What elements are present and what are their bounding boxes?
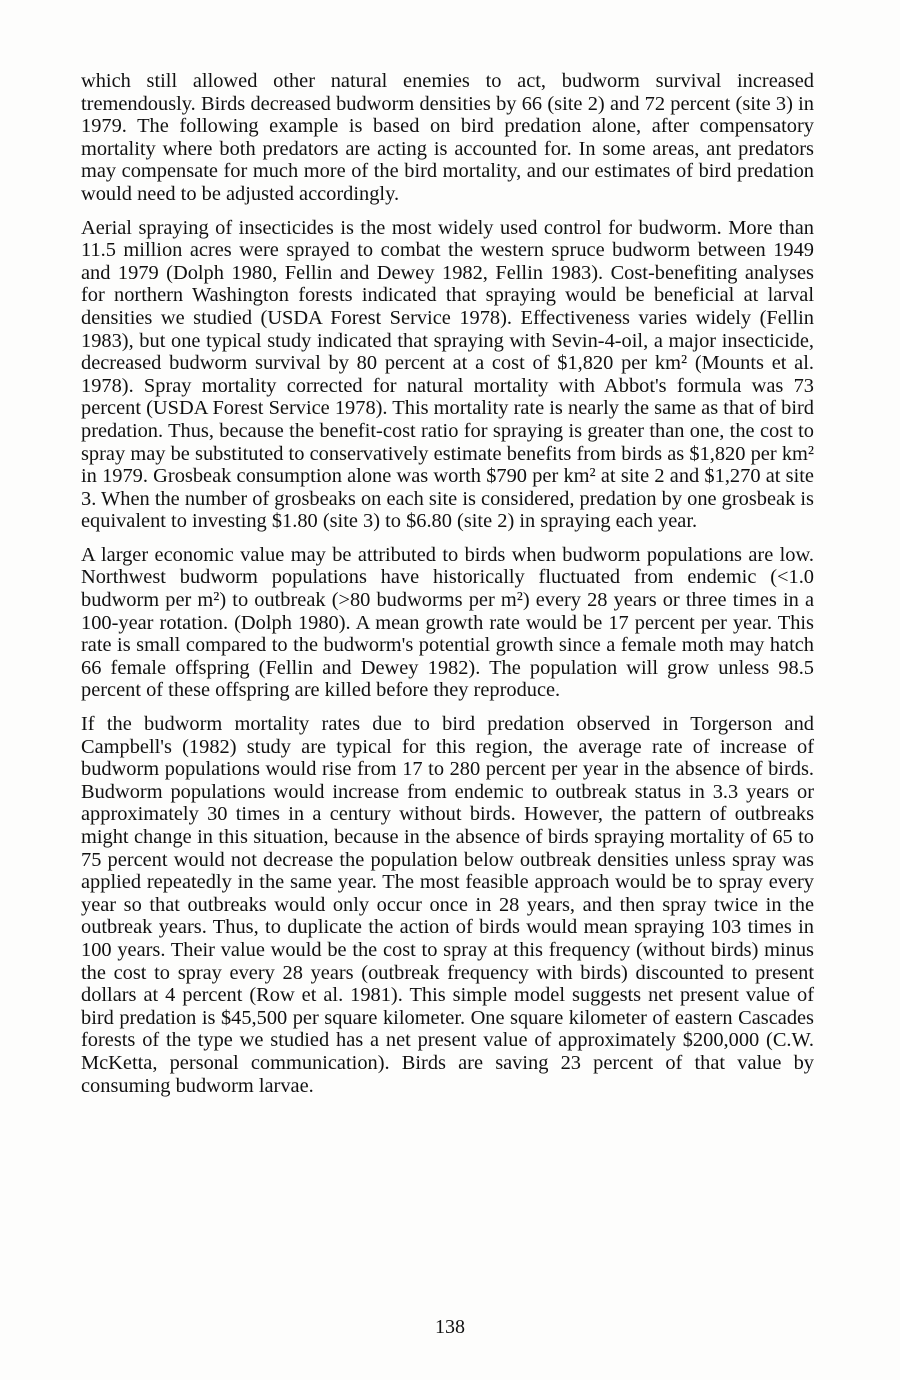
paragraph-aerial-spraying: Aerial spraying of insecticides is the most widely used control for budworm. More than 11.5 million acres were sprayed to combat the western spruce budworm between 1949 and 1979 (Dolph 1980, Fellin and Dewey 1982, Fellin 1983). Cost-benefiting analyses for northern Washington forests indicated that spraying would be beneficial at larval densities we studied (USDA Forest Service 1978). Effectiveness varies widely (Fellin 1983), but one typical study indicated that spraying with Sevin-4-oil, a major insecticide, decreased budworm survival by 80 percent at a cost of $1,820 per km² (Mounts et al. 1978). Spray mortality corrected for natural mortality with Abbot's formula was 73 percent (USDA Forest Service 1978). This mortality rate is nearly the same as that of bird predation. Thus, because the benefit-cost ratio for spraying is greater than one, the cost to spray may be substituted to conservatively estimate benefits from birds as $1,820 per km² in 1979. Grosbeak consumption alone was worth $790 per km² at site 2 and $1,270 at site 3. When the number of grosbeaks on each site is considered, predation by one grosbeak is equivalent to investing $1.80 (site 3) to $6.80 (site 2) in spraying each year.: [81, 216, 814, 533]
paragraph-economic-value: A larger economic value may be attributed to birds when budworm populations are low. Northwest budworm populations have historically fluctuated from endemic (<1.0 budworm per m²) to outbreak (>80 budworms per m²) every 28 years or three times in a 100-year rotation. (Dolph 1980). A mean growth rate would be 17 percent per year. This rate is small compared to the budworm's potential growth since a female moth may hatch 66 female offspring (Fellin and Dewey 1982). The population will grow unless 98.5 percent of these offspring are killed before they reproduce.: [81, 543, 814, 702]
paragraph-mortality-rates: If the budworm mortality rates due to bird predation observed in Torgerson and Campbell's (1982) study are typical for this region, the average rate of increase of budworm populations would rise from 17 to 280 percent per year in the absence of birds. Budworm populations would increase from endemic to outbreak status in 3.3 years or approximately 30 times in a century without birds. However, the pattern of outbreaks might change in this situation, because in the absence of birds spraying mortality of 65 to 75 percent would not decrease the population below outbreak densities unless spray was applied repeatedly in the same year. The most feasible approach would be to spray every year so that outbreaks would only occur once in 28 years, and then spray twice in the outbreak years. Thus, to duplicate the action of birds would mean spraying 103 times in 100 years. Their value would be the cost to spray at this frequency (without birds) minus the cost to spray every 28 years (outbreak frequency with birds) discounted to present dollars at 4 percent (Row et al. 1981). This simple model suggests net present value of bird predation is $45,500 per square kilometer. One square kilometer of eastern Cascades forests of the type we studied has a net present value of approximately $200,000 (C.W. McKetta, personal communication). Birds are saving 23 percent of that value by consuming budworm larvae.: [81, 713, 814, 1097]
body-text: [81, 70, 814, 1108]
page-number: 138: [435, 1316, 465, 1338]
paragraph-bird-mortality: which still allowed other natural enemies to act, budworm survival increased tremendously. Birds decreased budworm densities by 66 (site 2) and 72 percent (site 3) in 1979. The following example is based on bird predation alone, after compensatory mortality where both predators are acting is accounted for. In some areas, ant predators may compensate for much more of the bird mortality, and our estimates of bird predation would need to be adjusted accordingly.: [81, 70, 814, 205]
